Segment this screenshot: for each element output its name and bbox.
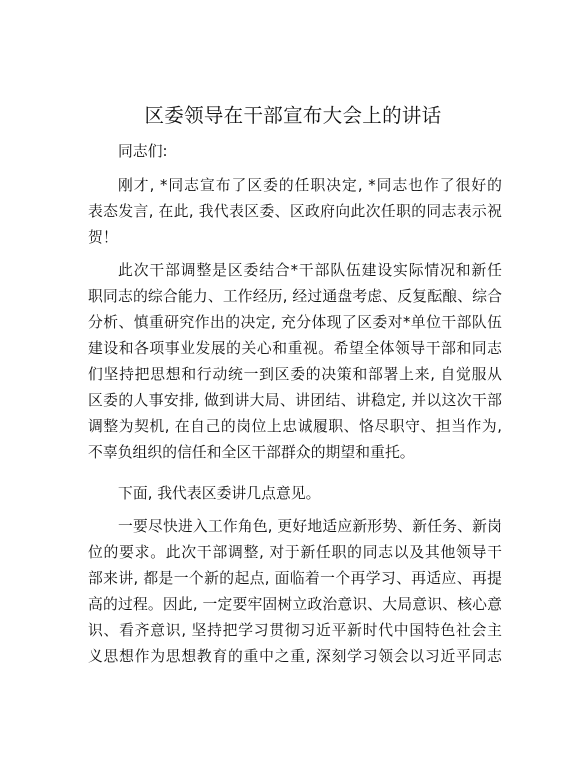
paragraph-line: 高的过程。因此, 一定要牢固树立政治意识、大局意识、核心意 — [88, 596, 502, 613]
salutation: 同志们: — [118, 143, 168, 160]
paragraph-line: 职同志的综合能力、工作经历, 经过通盘考虑、反复酝酿、综合 — [88, 288, 502, 305]
paragraph-line: 位的要求。此次干部调整, 对于新任职的同志以及其他领导干 — [88, 544, 502, 561]
paragraph-line: 贺！ — [88, 229, 118, 246]
paragraph-2 — [88, 258, 502, 466]
paragraph-line: 义思想作为思想教育的重中之重, 深刻学习领会以习近平同志 — [88, 648, 502, 665]
paragraph-line: 下面, 我代表区委讲几点意见。 — [118, 485, 321, 502]
document-title: 区委领导在干部宣布大会上的讲话 — [144, 104, 442, 127]
paragraph-line: 们坚持把思想和行动统一到区委的决策和部署上来, 自觉服从 — [88, 366, 502, 383]
paragraph-line: 刚才, *同志宣布了区委的任职决定, *同志也作了很好的 — [118, 177, 502, 194]
paragraph-line: 建设和各项事业发展的关心和重视。希望全体领导干部和同志 — [88, 340, 502, 357]
paragraph-line: 识、看齐意识, 坚持把学习贯彻习近平新时代中国特色社会主 — [88, 622, 502, 639]
paragraph-line: 部来讲, 都是一个新的起点, 面临着一个再学习、再适应、再提 — [88, 570, 502, 587]
paragraph-3 — [88, 481, 502, 507]
paragraph-line: 区委的人事安排, 做到讲大局、讲团结、讲稳定, 并以这次干部 — [88, 392, 502, 409]
paragraph-line: 不辜负组织的信任和全区干部群众的期望和重托。 — [88, 444, 415, 461]
paragraph-line: 一要尽快进入工作角色, 更好地适应新形势、新任务、新岗 — [118, 518, 502, 535]
paragraph-line: 分析、慎重研究作出的决定, 充分体现了区委对*单位干部队伍 — [88, 314, 502, 331]
salutation-block — [88, 139, 502, 165]
paragraph-line: 调整为契机, 在自己的岗位上忠诚履职、恪尽职守、担当作为, — [88, 418, 502, 435]
paragraph-4 — [88, 514, 502, 670]
paragraph-1 — [88, 173, 502, 251]
paragraph-line: 表态发言, 在此, 我代表区委、区政府向此次任职的同志表示祝 — [88, 203, 502, 220]
paragraph-line: 此次干部调整是区委结合*干部队伍建设实际情况和新任 — [118, 262, 502, 279]
